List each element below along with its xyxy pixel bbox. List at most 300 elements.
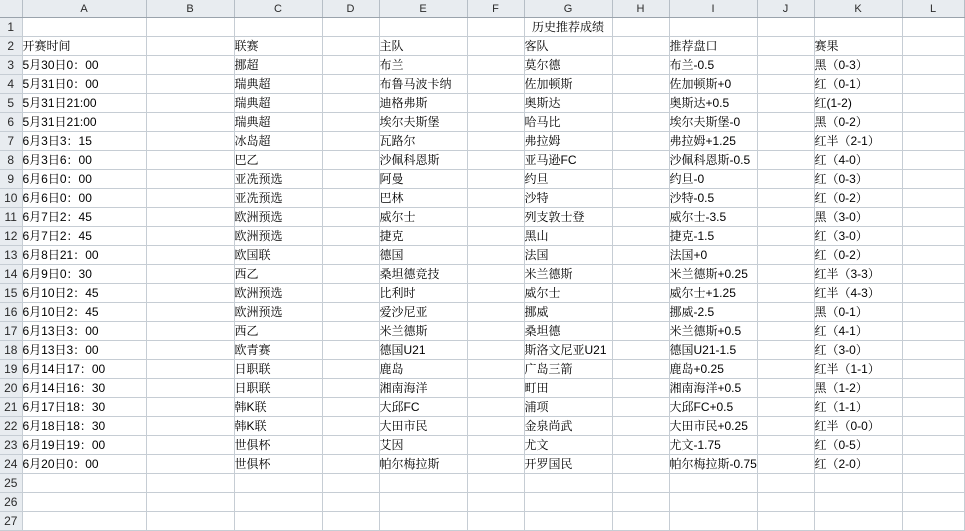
empty-cell[interactable]	[757, 284, 814, 303]
empty-cell[interactable]	[146, 341, 234, 360]
empty-cell[interactable]	[146, 37, 234, 56]
cell-kickoff-time[interactable]: 6月13日3：00	[22, 322, 146, 341]
empty-cell[interactable]	[612, 18, 669, 37]
cell-kickoff-time[interactable]: 6月14日17：00	[22, 360, 146, 379]
empty-cell[interactable]	[146, 265, 234, 284]
row-header[interactable]: 5	[0, 94, 22, 113]
empty-cell[interactable]	[612, 493, 669, 512]
table-row[interactable]	[0, 37, 964, 56]
empty-cell[interactable]	[322, 227, 379, 246]
cell-away-team[interactable]: 广岛三箭	[524, 360, 612, 379]
cell-recommended-handicap[interactable]: 米兰德斯+0.5	[669, 322, 757, 341]
empty-cell[interactable]	[146, 246, 234, 265]
cell-away-team[interactable]: 亚马逊FC	[524, 151, 612, 170]
empty-cell[interactable]	[612, 398, 669, 417]
cell-kickoff-time[interactable]: 6月14日16：30	[22, 379, 146, 398]
cell-away-team[interactable]: 斯洛文尼亚U21	[524, 341, 612, 360]
empty-cell[interactable]	[467, 208, 524, 227]
row-header[interactable]: 14	[0, 265, 22, 284]
empty-cell[interactable]	[467, 170, 524, 189]
empty-cell[interactable]	[146, 493, 234, 512]
cell-home-team[interactable]: 瓦路尔	[379, 132, 467, 151]
row-header[interactable]: 6	[0, 113, 22, 132]
empty-cell[interactable]	[757, 227, 814, 246]
empty-cell[interactable]	[612, 113, 669, 132]
empty-cell[interactable]	[322, 417, 379, 436]
empty-cell[interactable]	[757, 341, 814, 360]
empty-cell[interactable]	[524, 493, 612, 512]
empty-cell[interactable]	[814, 18, 902, 37]
empty-cell[interactable]	[322, 132, 379, 151]
cell-kickoff-time[interactable]: 6月6日0：00	[22, 189, 146, 208]
empty-cell[interactable]	[902, 341, 964, 360]
empty-cell[interactable]	[146, 284, 234, 303]
column-header-e[interactable]: E	[379, 0, 467, 18]
cell-home-team[interactable]: 湘南海洋	[379, 379, 467, 398]
empty-cell[interactable]	[902, 398, 964, 417]
cell-result[interactable]: 红（3-0）	[814, 227, 902, 246]
cell-away-team[interactable]: 浦项	[524, 398, 612, 417]
empty-cell[interactable]	[612, 379, 669, 398]
empty-cell[interactable]	[322, 284, 379, 303]
cell-recommended-handicap[interactable]: 奥斯达+0.5	[669, 94, 757, 113]
empty-cell[interactable]	[757, 417, 814, 436]
empty-cell[interactable]	[902, 455, 964, 474]
empty-cell[interactable]	[467, 284, 524, 303]
cell-result[interactable]: 红（0-2）	[814, 189, 902, 208]
cell-home-team[interactable]: 德国	[379, 246, 467, 265]
empty-cell[interactable]	[322, 360, 379, 379]
table-row[interactable]	[0, 170, 964, 189]
empty-cell[interactable]	[467, 322, 524, 341]
empty-cell[interactable]	[757, 56, 814, 75]
row-header[interactable]: 13	[0, 246, 22, 265]
cell-league[interactable]: 亚冼预选	[234, 170, 322, 189]
empty-cell[interactable]	[146, 56, 234, 75]
empty-cell[interactable]	[146, 360, 234, 379]
cell-away-team[interactable]: 开罗国民	[524, 455, 612, 474]
cell-result[interactable]: 红（3-0）	[814, 341, 902, 360]
cell-kickoff-time[interactable]: 6月10日2：45	[22, 284, 146, 303]
cell-result[interactable]: 红半（2-1）	[814, 132, 902, 151]
empty-cell[interactable]	[757, 512, 814, 531]
empty-cell[interactable]	[612, 246, 669, 265]
column-header-k[interactable]: K	[814, 0, 902, 18]
row-header[interactable]: 4	[0, 75, 22, 94]
row-header[interactable]: 7	[0, 132, 22, 151]
empty-cell[interactable]	[22, 493, 146, 512]
cell-home-team[interactable]: 鹿岛	[379, 360, 467, 379]
cell-recommended-handicap[interactable]: 挪威-2.5	[669, 303, 757, 322]
column-header-i[interactable]: I	[669, 0, 757, 18]
empty-cell[interactable]	[757, 398, 814, 417]
empty-cell[interactable]	[669, 493, 757, 512]
cell-league[interactable]: 挪超	[234, 56, 322, 75]
empty-cell[interactable]	[902, 246, 964, 265]
empty-cell[interactable]	[322, 37, 379, 56]
empty-cell[interactable]	[467, 189, 524, 208]
row-header[interactable]: 22	[0, 417, 22, 436]
header-league[interactable]: 联赛	[234, 37, 322, 56]
empty-cell[interactable]	[322, 398, 379, 417]
empty-cell[interactable]	[902, 322, 964, 341]
empty-cell[interactable]	[612, 189, 669, 208]
row-header[interactable]: 19	[0, 360, 22, 379]
cell-result[interactable]: 红（1-1）	[814, 398, 902, 417]
cell-kickoff-time[interactable]: 6月3日3：15	[22, 132, 146, 151]
empty-cell[interactable]	[146, 417, 234, 436]
empty-cell[interactable]	[902, 417, 964, 436]
row-header[interactable]: 8	[0, 151, 22, 170]
header-away-team[interactable]: 客队	[524, 37, 612, 56]
table-row[interactable]	[0, 284, 964, 303]
cell-recommended-handicap[interactable]: 尤文-1.75	[669, 436, 757, 455]
table-row[interactable]	[0, 75, 964, 94]
empty-cell[interactable]	[902, 113, 964, 132]
cell-away-team[interactable]: 町田	[524, 379, 612, 398]
column-header-f[interactable]: F	[467, 0, 524, 18]
empty-cell[interactable]	[467, 436, 524, 455]
column-header-b[interactable]: B	[146, 0, 234, 18]
empty-cell[interactable]	[757, 113, 814, 132]
cell-league[interactable]: 世俱杯	[234, 455, 322, 474]
empty-cell[interactable]	[757, 303, 814, 322]
row-header[interactable]: 12	[0, 227, 22, 246]
empty-cell[interactable]	[234, 18, 322, 37]
cell-league[interactable]: 韩K联	[234, 398, 322, 417]
cell-home-team[interactable]: 米兰德斯	[379, 322, 467, 341]
empty-cell[interactable]	[612, 341, 669, 360]
cell-kickoff-time[interactable]: 5月30日0：00	[22, 56, 146, 75]
cell-away-team[interactable]: 米兰德斯	[524, 265, 612, 284]
table-row[interactable]	[0, 113, 964, 132]
row-header[interactable]: 18	[0, 341, 22, 360]
empty-cell[interactable]	[757, 474, 814, 493]
empty-cell[interactable]	[146, 18, 234, 37]
table-row[interactable]	[0, 189, 964, 208]
cell-kickoff-time[interactable]: 6月20日0：00	[22, 455, 146, 474]
table-row[interactable]	[0, 341, 964, 360]
empty-cell[interactable]	[322, 265, 379, 284]
table-row[interactable]	[0, 436, 964, 455]
empty-cell[interactable]	[612, 265, 669, 284]
empty-cell[interactable]	[379, 18, 467, 37]
cell-kickoff-time[interactable]: 6月18日18：30	[22, 417, 146, 436]
empty-cell[interactable]	[902, 512, 964, 531]
empty-cell[interactable]	[902, 208, 964, 227]
cell-league[interactable]: 韩K联	[234, 417, 322, 436]
table-row[interactable]	[0, 417, 964, 436]
empty-cell[interactable]	[234, 474, 322, 493]
row-header[interactable]: 9	[0, 170, 22, 189]
table-row[interactable]	[0, 208, 964, 227]
empty-cell[interactable]	[612, 151, 669, 170]
cell-result[interactable]: 黑（0-2）	[814, 113, 902, 132]
cell-result[interactable]: 红半（0-0）	[814, 417, 902, 436]
row-header[interactable]: 3	[0, 56, 22, 75]
cell-kickoff-time[interactable]: 6月17日18：30	[22, 398, 146, 417]
empty-cell[interactable]	[612, 303, 669, 322]
column-header-d[interactable]: D	[322, 0, 379, 18]
cell-recommended-handicap[interactable]: 佐加顿斯+0	[669, 75, 757, 94]
empty-cell[interactable]	[146, 322, 234, 341]
empty-cell[interactable]	[22, 18, 146, 37]
cell-home-team[interactable]: 比利时	[379, 284, 467, 303]
empty-cell[interactable]	[322, 436, 379, 455]
table-row[interactable]	[0, 398, 964, 417]
table-row[interactable]	[0, 151, 964, 170]
cell-league[interactable]: 欧洲预选	[234, 303, 322, 322]
empty-cell[interactable]	[612, 436, 669, 455]
empty-cell[interactable]	[146, 113, 234, 132]
empty-cell[interactable]	[757, 265, 814, 284]
cell-away-team[interactable]: 尤文	[524, 436, 612, 455]
cell-home-team[interactable]: 大邱FC	[379, 398, 467, 417]
cell-result[interactable]: 红半（1-1）	[814, 360, 902, 379]
empty-cell[interactable]	[467, 265, 524, 284]
column-header-g[interactable]: G	[524, 0, 612, 18]
empty-cell[interactable]	[612, 322, 669, 341]
empty-cell[interactable]	[757, 94, 814, 113]
empty-cell[interactable]	[467, 94, 524, 113]
empty-cell[interactable]	[757, 132, 814, 151]
cell-home-team[interactable]: 巴林	[379, 189, 467, 208]
empty-cell[interactable]	[467, 398, 524, 417]
empty-cell[interactable]	[757, 493, 814, 512]
cell-home-team[interactable]: 沙佩科恩斯	[379, 151, 467, 170]
cell-home-team[interactable]: 大田市民	[379, 417, 467, 436]
cell-away-team[interactable]: 约旦	[524, 170, 612, 189]
row-header[interactable]: 26	[0, 493, 22, 512]
empty-cell[interactable]	[902, 151, 964, 170]
cell-away-team[interactable]: 桑坦德	[524, 322, 612, 341]
empty-cell[interactable]	[322, 512, 379, 531]
empty-cell[interactable]	[146, 398, 234, 417]
cell-away-team[interactable]: 金泉尚武	[524, 417, 612, 436]
cell-result[interactable]: 红（0-3）	[814, 170, 902, 189]
empty-cell[interactable]	[467, 132, 524, 151]
cell-league[interactable]: 日职联	[234, 379, 322, 398]
empty-cell[interactable]	[814, 512, 902, 531]
column-header-a[interactable]: A	[22, 0, 146, 18]
empty-cell[interactable]	[902, 75, 964, 94]
table-row[interactable]	[0, 132, 964, 151]
header-result[interactable]: 赛果	[814, 37, 902, 56]
cell-recommended-handicap[interactable]: 法国+0	[669, 246, 757, 265]
cell-result[interactable]: 黑（0-1）	[814, 303, 902, 322]
cell-kickoff-time[interactable]: 5月31日0：00	[22, 75, 146, 94]
empty-cell[interactable]	[467, 379, 524, 398]
empty-cell[interactable]	[379, 493, 467, 512]
cell-away-team[interactable]: 威尔士	[524, 284, 612, 303]
cell-kickoff-time[interactable]: 5月31日21:00	[22, 113, 146, 132]
cell-result[interactable]: 黑（0-3）	[814, 56, 902, 75]
table-row[interactable]	[0, 56, 964, 75]
empty-cell[interactable]	[902, 189, 964, 208]
cell-kickoff-time[interactable]: 6月10日2：45	[22, 303, 146, 322]
cell-recommended-handicap[interactable]: 德国U21-1.5	[669, 341, 757, 360]
empty-cell[interactable]	[146, 455, 234, 474]
empty-cell[interactable]	[612, 455, 669, 474]
empty-cell[interactable]	[902, 37, 964, 56]
empty-cell[interactable]	[234, 512, 322, 531]
empty-cell[interactable]	[322, 151, 379, 170]
empty-cell[interactable]	[814, 474, 902, 493]
cell-away-team[interactable]: 列支敦士登	[524, 208, 612, 227]
table-row[interactable]	[0, 18, 964, 37]
empty-cell[interactable]	[146, 303, 234, 322]
row-header[interactable]: 11	[0, 208, 22, 227]
cell-recommended-handicap[interactable]: 沙特-0.5	[669, 189, 757, 208]
empty-cell[interactable]	[322, 322, 379, 341]
empty-cell[interactable]	[467, 113, 524, 132]
empty-cell[interactable]	[902, 379, 964, 398]
cell-home-team[interactable]: 艾因	[379, 436, 467, 455]
empty-cell[interactable]	[322, 474, 379, 493]
cell-result[interactable]: 红半（4-3）	[814, 284, 902, 303]
empty-cell[interactable]	[902, 474, 964, 493]
empty-cell[interactable]	[757, 208, 814, 227]
row-header[interactable]: 15	[0, 284, 22, 303]
empty-cell[interactable]	[322, 189, 379, 208]
empty-cell[interactable]	[322, 208, 379, 227]
cell-result[interactable]: 红(1-2)	[814, 94, 902, 113]
cell-league[interactable]: 欧洲预选	[234, 284, 322, 303]
cell-recommended-handicap[interactable]: 捷克-1.5	[669, 227, 757, 246]
cell-league[interactable]: 欧洲预选	[234, 227, 322, 246]
row-header[interactable]: 20	[0, 379, 22, 398]
cell-home-team[interactable]: 威尔士	[379, 208, 467, 227]
cell-kickoff-time[interactable]: 6月6日0：00	[22, 170, 146, 189]
cell-away-team[interactable]: 法国	[524, 246, 612, 265]
empty-cell[interactable]	[146, 436, 234, 455]
empty-cell[interactable]	[146, 474, 234, 493]
cell-kickoff-time[interactable]: 5月31日21:00	[22, 94, 146, 113]
cell-recommended-handicap[interactable]: 弗拉姆+1.25	[669, 132, 757, 151]
cell-result[interactable]: 红（0-5）	[814, 436, 902, 455]
cell-recommended-handicap[interactable]: 埃尔夫斯堡-0	[669, 113, 757, 132]
empty-cell[interactable]	[902, 18, 964, 37]
cell-result[interactable]: 红（4-1）	[814, 322, 902, 341]
cell-league[interactable]: 欧洲预选	[234, 208, 322, 227]
empty-cell[interactable]	[757, 322, 814, 341]
table-row[interactable]	[0, 303, 964, 322]
cell-home-team[interactable]: 迪格弗斯	[379, 94, 467, 113]
empty-cell[interactable]	[146, 379, 234, 398]
empty-cell[interactable]	[902, 265, 964, 284]
cell-home-team[interactable]: 阿曼	[379, 170, 467, 189]
cell-result[interactable]: 红（2-0）	[814, 455, 902, 474]
empty-cell[interactable]	[902, 132, 964, 151]
empty-cell[interactable]	[757, 360, 814, 379]
cell-league[interactable]: 瑞典超	[234, 75, 322, 94]
cell-league[interactable]: 欧青赛	[234, 341, 322, 360]
row-header[interactable]: 25	[0, 474, 22, 493]
empty-cell[interactable]	[467, 75, 524, 94]
empty-cell[interactable]	[467, 246, 524, 265]
header-recommended-handicap[interactable]: 推荐盘口	[669, 37, 757, 56]
table-row[interactable]	[0, 94, 964, 113]
cell-kickoff-time[interactable]: 6月7日2：45	[22, 208, 146, 227]
row-header[interactable]: 16	[0, 303, 22, 322]
empty-cell[interactable]	[524, 474, 612, 493]
cell-league[interactable]: 瑞典超	[234, 113, 322, 132]
empty-cell[interactable]	[146, 170, 234, 189]
empty-cell[interactable]	[146, 208, 234, 227]
empty-cell[interactable]	[467, 493, 524, 512]
row-header[interactable]: 2	[0, 37, 22, 56]
empty-cell[interactable]	[322, 493, 379, 512]
empty-cell[interactable]	[669, 512, 757, 531]
select-all-corner[interactable]	[0, 0, 22, 18]
cell-league[interactable]: 巴乙	[234, 151, 322, 170]
empty-cell[interactable]	[757, 455, 814, 474]
empty-cell[interactable]	[612, 37, 669, 56]
empty-cell[interactable]	[234, 493, 322, 512]
empty-cell[interactable]	[322, 341, 379, 360]
cell-recommended-handicap[interactable]: 米兰德斯+0.25	[669, 265, 757, 284]
cell-league[interactable]: 瑞典超	[234, 94, 322, 113]
cell-away-team[interactable]: 沙特	[524, 189, 612, 208]
empty-cell[interactable]	[669, 18, 757, 37]
cell-recommended-handicap[interactable]: 约旦-0	[669, 170, 757, 189]
empty-cell[interactable]	[322, 94, 379, 113]
empty-cell[interactable]	[524, 512, 612, 531]
empty-cell[interactable]	[902, 94, 964, 113]
header-kickoff-time[interactable]: 开赛时间	[22, 37, 146, 56]
cell-result[interactable]: 红（0-2）	[814, 246, 902, 265]
empty-cell[interactable]	[467, 474, 524, 493]
empty-cell[interactable]	[22, 474, 146, 493]
cell-away-team[interactable]: 弗拉姆	[524, 132, 612, 151]
cell-home-team[interactable]: 布兰	[379, 56, 467, 75]
cell-league[interactable]: 亚冼预选	[234, 189, 322, 208]
empty-cell[interactable]	[467, 18, 524, 37]
table-row[interactable]	[0, 455, 964, 474]
empty-cell[interactable]	[757, 170, 814, 189]
cell-league[interactable]: 世俱杯	[234, 436, 322, 455]
empty-cell[interactable]	[757, 151, 814, 170]
empty-cell[interactable]	[322, 18, 379, 37]
empty-cell[interactable]	[22, 512, 146, 531]
cell-league[interactable]: 欧国联	[234, 246, 322, 265]
row-header[interactable]: 27	[0, 512, 22, 531]
row-header[interactable]: 23	[0, 436, 22, 455]
table-row[interactable]	[0, 512, 964, 531]
cell-recommended-handicap[interactable]: 威尔士-3.5	[669, 208, 757, 227]
empty-cell[interactable]	[612, 284, 669, 303]
cell-recommended-handicap[interactable]: 湘南海洋+0.5	[669, 379, 757, 398]
header-home-team[interactable]: 主队	[379, 37, 467, 56]
cell-home-team[interactable]: 爱沙尼亚	[379, 303, 467, 322]
empty-cell[interactable]	[902, 170, 964, 189]
cell-kickoff-time[interactable]: 6月9日0：30	[22, 265, 146, 284]
empty-cell[interactable]	[467, 151, 524, 170]
row-header[interactable]: 24	[0, 455, 22, 474]
empty-cell[interactable]	[322, 246, 379, 265]
cell-away-team[interactable]: 哈马比	[524, 113, 612, 132]
empty-cell[interactable]	[612, 512, 669, 531]
empty-cell[interactable]	[146, 227, 234, 246]
empty-cell[interactable]	[322, 303, 379, 322]
empty-cell[interactable]	[612, 75, 669, 94]
empty-cell[interactable]	[902, 493, 964, 512]
cell-result[interactable]: 黑（3-0）	[814, 208, 902, 227]
empty-cell[interactable]	[467, 227, 524, 246]
empty-cell[interactable]	[902, 56, 964, 75]
empty-cell[interactable]	[612, 56, 669, 75]
column-header-h[interactable]: H	[612, 0, 669, 18]
